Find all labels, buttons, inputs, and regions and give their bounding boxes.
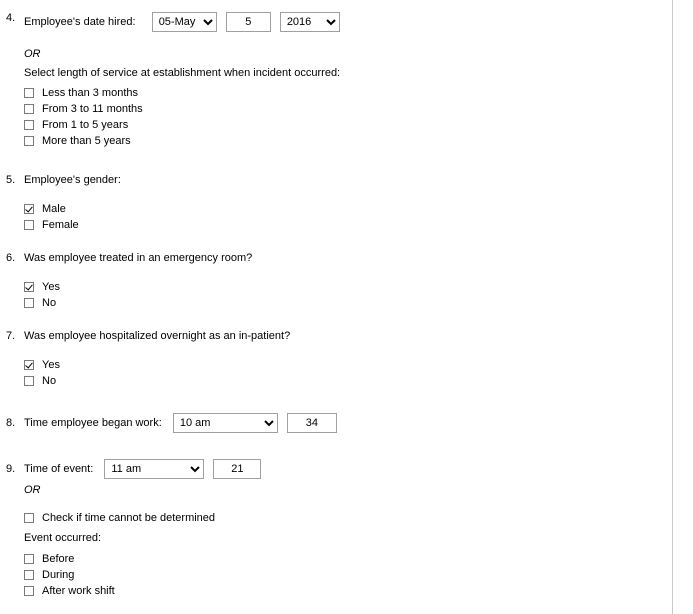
option-gender-female[interactable]: [24, 219, 79, 231]
question-9-number: 9.: [6, 463, 16, 475]
question-6-label: Was employee treated in an emergency room?: [24, 252, 253, 264]
option-1-to-5-years[interactable]: [24, 119, 143, 131]
option-hospitalized-yes[interactable]: [24, 359, 60, 371]
date-hired-month-select[interactable]: [152, 12, 217, 32]
question-6-number: 6.: [6, 252, 16, 264]
option-time-cannot-be-determined[interactable]: [24, 512, 215, 524]
checkbox-icon[interactable]: [24, 282, 34, 292]
option-label: From 3 to 11 months: [42, 103, 143, 115]
option-less-than-3-months[interactable]: [24, 87, 143, 99]
question-4-or-label: OR: [24, 48, 41, 60]
option-gender-male[interactable]: [24, 203, 79, 215]
question-8-number: 8.: [6, 417, 16, 429]
question-5-label: Employee's gender:: [24, 174, 121, 186]
question-5-options: [0, 199, 79, 231]
question-7-label: Was employee hospitalized overnight as an in-patient?: [24, 330, 291, 342]
option-label: Yes: [42, 281, 60, 293]
began-work-minute-input[interactable]: [287, 413, 337, 433]
checkbox-icon[interactable]: [24, 220, 34, 230]
question-9-or-label: OR: [24, 484, 41, 496]
question-4-sublabel: Select length of service at establishment when incident occurred:: [24, 67, 341, 79]
checkbox-icon[interactable]: [24, 104, 34, 114]
question-4-label: Employee's date hired:: [24, 16, 136, 28]
checkbox-icon[interactable]: [24, 554, 34, 564]
question-7-number: 7.: [6, 330, 16, 342]
option-label: Less than 3 months: [42, 87, 139, 99]
question-4-options: [0, 83, 143, 147]
option-emergency-room-yes[interactable]: [24, 281, 60, 293]
checkbox-icon[interactable]: [24, 376, 34, 386]
option-event-during[interactable]: [24, 569, 115, 581]
option-event-before[interactable]: [24, 553, 115, 565]
time-of-event-hour-select[interactable]: [104, 459, 204, 479]
checkbox-icon[interactable]: [24, 204, 34, 214]
began-work-hour-select[interactable]: [173, 413, 278, 433]
time-of-event-minute-input[interactable]: [213, 459, 261, 479]
option-label: No: [42, 297, 57, 309]
checkbox-icon[interactable]: [24, 298, 34, 308]
option-event-after-work-shift[interactable]: [24, 585, 115, 597]
checkbox-icon[interactable]: [24, 586, 34, 596]
option-3-to-11-months[interactable]: [24, 103, 143, 115]
question-6-options: [0, 277, 60, 309]
question-4: [0, 12, 693, 32]
question-7-options: [0, 355, 60, 387]
checkbox-icon[interactable]: [24, 570, 34, 580]
option-label: Yes: [42, 359, 60, 371]
question-8-label: Time employee began work:: [24, 417, 162, 429]
question-9-sublabel: Event occurred:: [24, 532, 102, 544]
option-label: More than 5 years: [42, 135, 131, 147]
option-emergency-room-no[interactable]: [24, 297, 60, 309]
checkbox-icon[interactable]: [24, 120, 34, 130]
option-label: From 1 to 5 years: [42, 119, 129, 131]
option-more-than-5-years[interactable]: [24, 135, 143, 147]
option-hospitalized-no[interactable]: [24, 375, 60, 387]
date-hired-day-input[interactable]: [226, 12, 271, 32]
question-5: [0, 174, 693, 186]
option-label: No: [42, 375, 57, 387]
option-label: Before: [42, 553, 75, 565]
option-label: Check if time cannot be determined: [42, 512, 216, 524]
option-label: During: [42, 569, 75, 581]
question-9-options: [0, 549, 115, 597]
question-4-number: 4.: [6, 12, 16, 24]
option-label: After work shift: [42, 585, 115, 597]
checkbox-icon[interactable]: [24, 136, 34, 146]
question-5-number: 5.: [6, 174, 16, 186]
question-7: [0, 330, 693, 342]
question-9-label: Time of event:: [24, 463, 94, 475]
checkbox-icon[interactable]: [24, 88, 34, 98]
option-label: Male: [42, 203, 66, 215]
checkbox-icon[interactable]: [24, 513, 34, 523]
date-hired-year-select[interactable]: [280, 12, 340, 32]
question-6: [0, 252, 693, 264]
question-9: [0, 459, 693, 479]
checkbox-icon[interactable]: [24, 360, 34, 370]
option-label: Female: [42, 219, 79, 231]
question-8: [0, 413, 693, 433]
